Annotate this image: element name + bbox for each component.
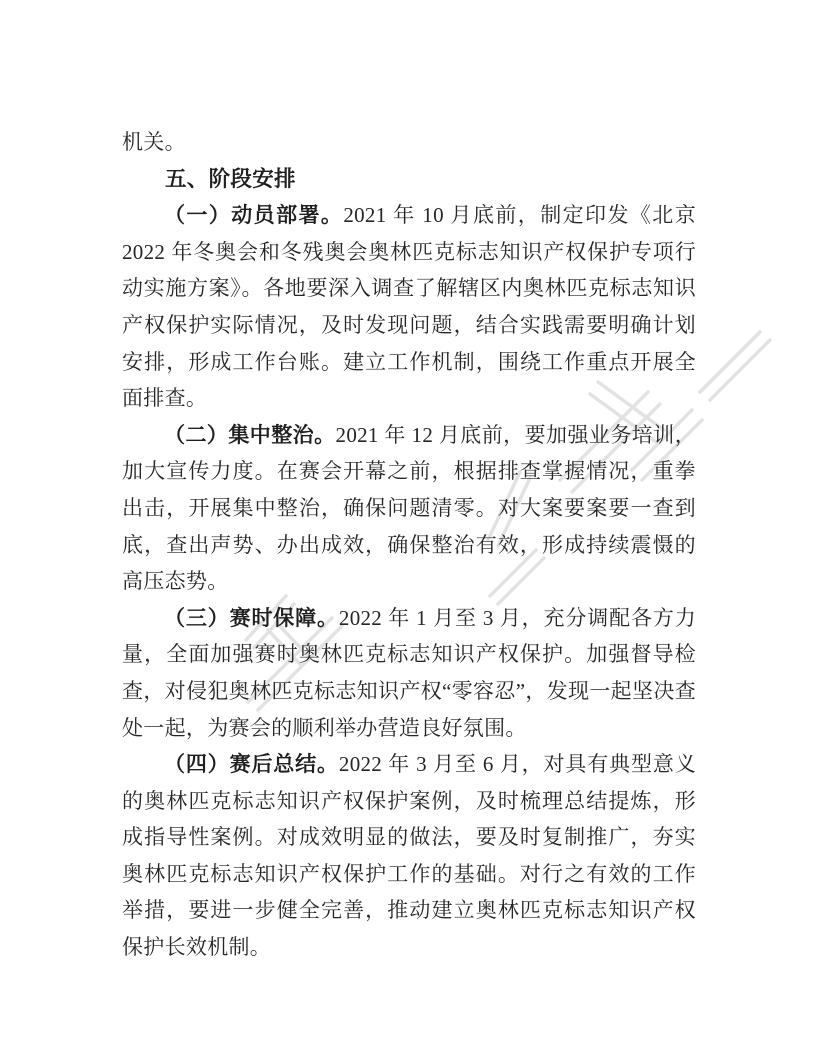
paragraph-lead: （一）动员部署。 xyxy=(164,203,344,228)
paragraph xyxy=(122,746,696,966)
paragraph-text: 2021 年 12 月底前，要加强业务培训，加大宣传力度。在赛会开幕之前，根据排查掌握情况，重拳出击，开展集中整治，确保问题清零。对大案要案要一查到底，查出声势、办出成效，确保整治有效，形成持续震慑的高压态势。 xyxy=(122,422,696,594)
section-heading: 五、阶段安排 xyxy=(165,166,296,191)
paragraph xyxy=(122,600,696,746)
document-body xyxy=(122,124,696,966)
paragraph xyxy=(122,417,696,600)
paragraph-lead: （二）集中整治。 xyxy=(164,422,336,447)
paragraph-text: 2021 年 10 月底前，制定印发《北京 2022 年冬奥会和冬残奥会奥林匹克标志知识产权保护专项行动实施方案》。各地要深入调查了解辖区内奥林匹克标志知识产权保护实际情况，及时发现问题，结合实践需要明确计划安排，形成工作台账。建立工作机制，围绕工作重点开展全面排查。 xyxy=(122,203,696,411)
paragraph xyxy=(122,197,696,417)
paragraph-tail: 机关。 xyxy=(122,130,186,154)
paragraph-lead: （三）赛时保障。 xyxy=(164,605,339,630)
paragraph-lead: （四）赛后总结。 xyxy=(164,752,339,777)
paragraph-text: 2022 年 3 月至 6 月，对具有典型意义的奥林匹克标志知识产权保护案例，及时梳理总结提炼，形成指导性案例。对成效明显的做法，要及时复制推广，夯实奥林匹克标志知识产权保护工作的基础。对行之有效的工作举措，要进一步健全完善，推动建立奥林匹克标志知识产权保护长效机制。 xyxy=(122,752,696,960)
paragraph-text: 2022 年 1 月至 3 月，充分调配各方力量，全面加强赛时奥林匹克标志知识产权保护。加强督导检查，对侵犯奥林匹克标志知识产权“零容忍”，发现一起坚决查处一起，为赛会的顺利举办营造良好氛围。 xyxy=(122,605,696,740)
